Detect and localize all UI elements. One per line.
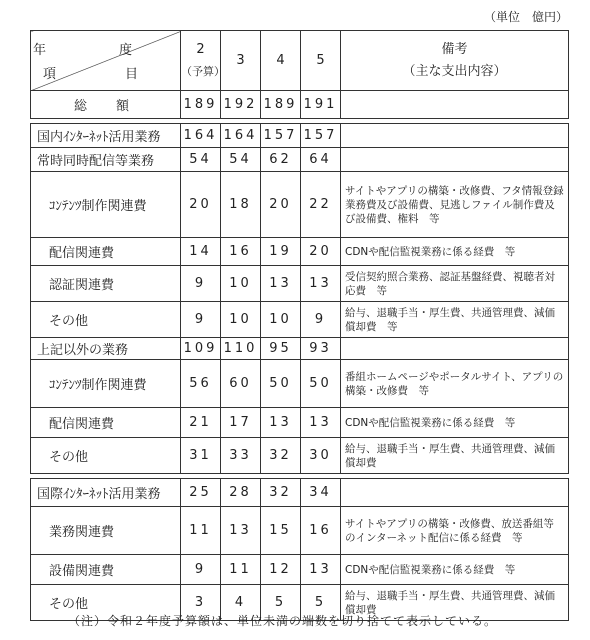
value-cell: 64 <box>301 148 341 172</box>
value-cell: 12 <box>261 555 301 585</box>
row-label: その他 <box>31 585 181 621</box>
row-label: 業務関連費 <box>31 507 181 555</box>
value-cell: 9 <box>181 266 221 302</box>
value-cell: 54 <box>181 148 221 172</box>
value-cell: 164 <box>221 124 261 148</box>
total-note <box>341 91 569 119</box>
value-cell: 54 <box>221 148 261 172</box>
table-row <box>31 438 569 474</box>
year-label: 年 度 <box>32 43 162 58</box>
remark-cell: 受信契約照合業務、認証基盤経費、視聴者対応費 等 <box>341 266 569 302</box>
remark-cell <box>341 479 569 507</box>
remark-cell: CDNや配信監視業務に係る経費 等 <box>341 238 569 266</box>
table-row <box>31 172 569 238</box>
value-cell: 17 <box>221 408 261 438</box>
value-cell: 13 <box>261 266 301 302</box>
table-body <box>31 31 569 621</box>
value-cell: 62 <box>261 148 301 172</box>
row-label: 上記以外の業務 <box>31 338 181 360</box>
remark-cell <box>341 338 569 360</box>
footnote: （注）令和２年度予算額は、単位未満の端数を切り捨てて表示している。 <box>68 614 498 628</box>
row-label: ｺﾝﾃﾝﾂ制作関連費 <box>31 360 181 408</box>
value-cell: 20 <box>181 172 221 238</box>
value-cell: 50 <box>301 360 341 408</box>
value-cell: 34 <box>301 479 341 507</box>
value-cell: 14 <box>181 238 221 266</box>
remark-cell: 給与、退職手当・厚生費、共通管理費、減価償却費 <box>341 585 569 621</box>
row-label: 配信関連費 <box>31 408 181 438</box>
total-value: 191 <box>301 91 341 119</box>
remark-cell: CDNや配信監視業務に係る経費 等 <box>341 408 569 438</box>
budget-table <box>30 30 569 621</box>
table-row <box>31 148 569 172</box>
table-row <box>31 360 569 408</box>
header-corner-cell <box>31 31 181 91</box>
remark-cell: CDNや配信監視業務に係る経費 等 <box>341 555 569 585</box>
value-cell: 50 <box>261 360 301 408</box>
value-cell: 32 <box>261 438 301 474</box>
remark-cell: サイトやアプリの構築・改修費、フタ情報登録業務費及び設備費、見逃しファイル制作費及び設備費、権料 等 <box>341 172 569 238</box>
item-label: 項 目 <box>43 67 167 82</box>
value-cell: 32 <box>261 479 301 507</box>
total-value: 189 <box>181 91 221 119</box>
value-cell: 13 <box>301 555 341 585</box>
row-label: ｺﾝﾃﾝﾂ制作関連費 <box>31 172 181 238</box>
row-label: 設備関連費 <box>31 555 181 585</box>
year-header-2: 2 （予算） <box>181 31 221 91</box>
remarks-header: 備考 （主な支出内容） <box>341 31 569 91</box>
value-cell: 5 <box>261 585 301 621</box>
value-cell: 9 <box>181 302 221 338</box>
table-row <box>31 555 569 585</box>
total-row <box>31 91 569 119</box>
value-cell: 9 <box>301 302 341 338</box>
value-cell: 9 <box>181 555 221 585</box>
value-cell: 10 <box>221 266 261 302</box>
value-cell: 18 <box>221 172 261 238</box>
table-row <box>31 338 569 360</box>
value-cell: 21 <box>181 408 221 438</box>
row-label: その他 <box>31 302 181 338</box>
value-cell: 16 <box>301 507 341 555</box>
value-cell: 13 <box>301 266 341 302</box>
table-row <box>31 408 569 438</box>
value-cell: 13 <box>261 408 301 438</box>
table-row <box>31 124 569 148</box>
remark-cell: 番組ホームページやポータルサイト、アプリの構築・改修費 等 <box>341 360 569 408</box>
year-header-4: 4 <box>261 31 301 91</box>
value-cell: 60 <box>221 360 261 408</box>
value-cell: 10 <box>261 302 301 338</box>
remark-cell <box>341 148 569 172</box>
value-cell: 13 <box>221 507 261 555</box>
value-cell: 31 <box>181 438 221 474</box>
row-label: 配信関連費 <box>31 238 181 266</box>
value-cell: 56 <box>181 360 221 408</box>
value-cell: 13 <box>301 408 341 438</box>
value-cell: 4 <box>221 585 261 621</box>
value-cell: 109 <box>181 338 221 360</box>
year-header-5: 5 <box>301 31 341 91</box>
value-cell: 11 <box>221 555 261 585</box>
remark-cell <box>341 124 569 148</box>
table-row <box>31 266 569 302</box>
value-cell: 10 <box>221 302 261 338</box>
unit-label: （単位 億円） <box>483 10 568 24</box>
value-cell: 16 <box>221 238 261 266</box>
value-cell: 95 <box>261 338 301 360</box>
value-cell: 25 <box>181 479 221 507</box>
value-cell: 110 <box>221 338 261 360</box>
table-row <box>31 507 569 555</box>
total-value: 192 <box>221 91 261 119</box>
value-cell: 157 <box>261 124 301 148</box>
table-row <box>31 238 569 266</box>
value-cell: 28 <box>221 479 261 507</box>
row-label: その他 <box>31 438 181 474</box>
total-value: 189 <box>261 91 301 119</box>
year-header-3: 3 <box>221 31 261 91</box>
row-label: 認証関連費 <box>31 266 181 302</box>
value-cell: 164 <box>181 124 221 148</box>
remark-cell: サイトやアプリの構築・改修費、放送番組等のインターネット配信に係る経費 等 <box>341 507 569 555</box>
value-cell: 20 <box>301 238 341 266</box>
value-cell: 93 <box>301 338 341 360</box>
row-label: 国際ｲﾝﾀｰﾈｯﾄ活用業務 <box>31 479 181 507</box>
row-label: 国内ｲﾝﾀｰﾈｯﾄ活用業務 <box>31 124 181 148</box>
table-row <box>31 479 569 507</box>
value-cell: 22 <box>301 172 341 238</box>
value-cell: 30 <box>301 438 341 474</box>
value-cell: 20 <box>261 172 301 238</box>
total-label: 総 額 <box>31 91 181 119</box>
value-cell: 5 <box>301 585 341 621</box>
value-cell: 33 <box>221 438 261 474</box>
row-label: 常時同時配信等業務 <box>31 148 181 172</box>
remark-cell: 給与、退職手当・厚生費、共通管理費、減価償却費 等 <box>341 302 569 338</box>
value-cell: 19 <box>261 238 301 266</box>
value-cell: 3 <box>181 585 221 621</box>
value-cell: 157 <box>301 124 341 148</box>
remark-cell: 給与、退職手当・厚生費、共通管理費、減価償却費 <box>341 438 569 474</box>
value-cell: 11 <box>181 507 221 555</box>
table-row <box>31 302 569 338</box>
header-row <box>31 31 569 91</box>
value-cell: 15 <box>261 507 301 555</box>
